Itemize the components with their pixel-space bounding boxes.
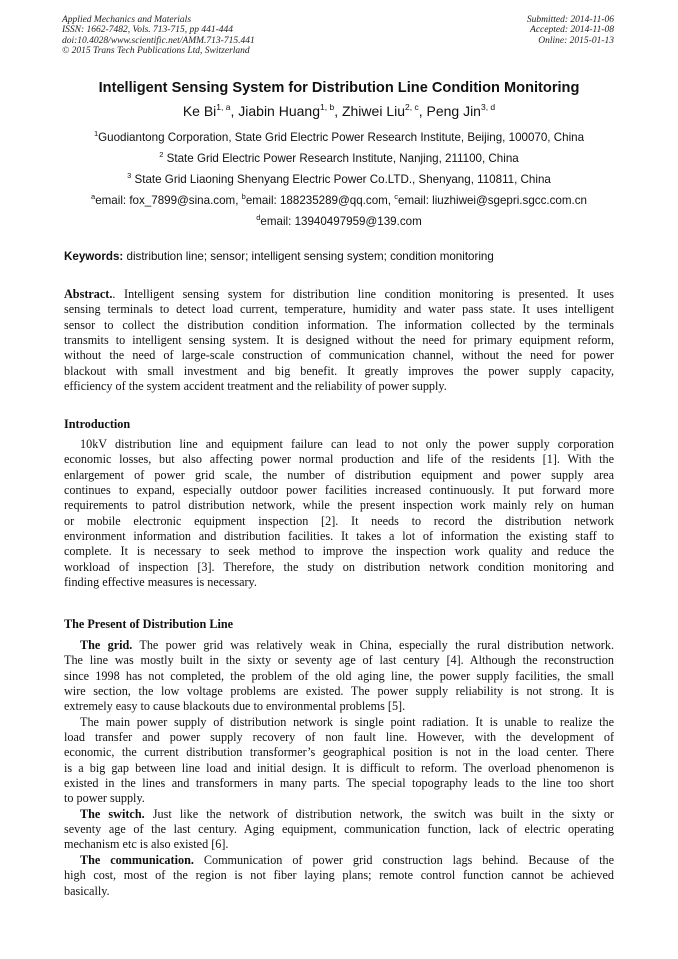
abstract bbox=[64, 287, 614, 394]
paper-title: Intelligent Sensing System for Distribution Line Condition Monitoring bbox=[98, 80, 580, 96]
present-body bbox=[64, 638, 614, 899]
paragraph-line: basically. bbox=[64, 883, 110, 898]
paragraph-line: is a big gap between line load and initial design. It is difficult to reform. The overload phenomenon is bbox=[64, 760, 614, 775]
paragraph-line: 10kV distribution line and equipment failure can lead to not only the power supply corporation bbox=[80, 437, 614, 451]
paragraph-line: extremely easy to cause blackouts due to environmental problems [5]. bbox=[64, 699, 406, 714]
paragraph-line: economic losses, but also affecting power normal production and life of the residents [1]. With the bbox=[64, 452, 614, 467]
paragraph-line: Abstract.. Intelligent sensing system for distribution line condition monitoring is presented. It uses bbox=[64, 287, 614, 301]
online-date: Online: 2015-01-13 bbox=[538, 35, 614, 46]
paragraph-line: The grid. The power grid was relatively weak in China, especially the rural distribution network. bbox=[80, 638, 614, 652]
author-name: Jiabin Huang bbox=[238, 103, 320, 119]
paragraph-line: efficiency of the system accident treatment and the reliability of power supply. bbox=[64, 379, 447, 394]
introduction-body bbox=[64, 437, 614, 590]
paragraph-line: mechanism etc is also existed [6]. bbox=[64, 837, 229, 852]
paragraph-line: sensor to collect the distribution condition information. The information collected by the terminals bbox=[64, 317, 614, 332]
author-affiliation-marker: 1, a bbox=[216, 102, 231, 112]
paragraph-line: seventy age of the last century. Aging equipment, communication function, lack of electric operating bbox=[64, 822, 614, 837]
keywords-text: distribution line; sensor; intelligent sensing system; condition monitoring bbox=[123, 250, 494, 263]
author-email-d: $^d$email: 13940497959@139.com bbox=[256, 213, 422, 228]
author-name: Peng Jin bbox=[426, 103, 481, 119]
paragraph-line: complete. It is necessary to seek method to improve the inspection work quality and reduce the bbox=[64, 544, 614, 559]
author-name: Zhiwei Liu bbox=[341, 103, 405, 119]
paragraph-line: The switch. Just like the network of distribution network, the switch was built in the sixty or bbox=[80, 806, 614, 821]
paragraph-line: requirements to patrol distribution network, while the present inspection work mainly rely on human bbox=[64, 498, 614, 513]
paragraph-line: load transfer and power supply recovery of non fault line. However, with the development of bbox=[64, 730, 614, 745]
subsection-label-switch: The switch. bbox=[80, 806, 145, 821]
email-link[interactable]: email: fox_7899@sina.com, bbox=[95, 194, 242, 207]
email-link[interactable]: email: 13940497959@139.com bbox=[260, 215, 422, 228]
paragraph-line: without the need of large-scale construction of communication channel, without the need for power bbox=[64, 348, 614, 363]
email-link[interactable]: email: liuzhiwei@sgepri.sgcc.com.cn bbox=[398, 194, 587, 207]
paragraph-line: The main power supply of distribution network is single point radiation. It is unable to realize the bbox=[80, 714, 614, 729]
author-emails: $^a$email: fox_7899@sina.com, $^b$email: 188235289@qq.com, $^c$email: liuzhiwei@sgepri.sgcc.com.cn bbox=[91, 192, 587, 207]
paragraph-line: finding effective measures is necessary. bbox=[64, 575, 257, 590]
author-affiliation-marker: 2, c bbox=[405, 102, 419, 112]
author-list: Ke Bi$^{1, a}$, Jiabin Huang$^{1, b}$, Zhiwei Liu$^{2, c}$, Peng Jin$^{3, d}$ bbox=[182, 102, 496, 119]
journal-copyright: © 2015 Trans Tech Publications Ltd, Switzerland bbox=[62, 46, 250, 57]
paragraph-line: transmits to intelligent sensing system. It is designed without the need for primary equipment reform, bbox=[64, 333, 614, 348]
journal-name: Applied Mechanics and Materials bbox=[62, 15, 192, 25]
author-affiliation-marker: 1, b bbox=[320, 102, 335, 112]
email-link[interactable]: email: 188235289@qq.com, bbox=[245, 194, 395, 207]
submission-dates bbox=[527, 15, 614, 46]
paragraph-line: existed in the lines and transformers in many parts. The special topography leads to the line too short bbox=[64, 776, 614, 791]
affiliation-3: $^3$ State Grid Liaoning Shenyang Electric Power Co.LTD., Shenyang, 110811, China bbox=[127, 171, 551, 186]
abstract-label: Abstract. bbox=[64, 287, 113, 301]
paragraph-line: or mobile electronic equipment inspection [2]. It needs to record the distribution network bbox=[64, 513, 614, 528]
subsection-label-communication: The communication. bbox=[80, 852, 194, 867]
paragraph-line: sensing terminals to detect load current, temperature, humidity and water pass state. It uses intelligent bbox=[64, 302, 614, 317]
paragraph-line: enlargement of power grid scale, the number of distribution equipment and power supply area bbox=[64, 467, 614, 482]
paragraph-line: continues to expand, especially outdoor power facilities increased continuously. It put forward more bbox=[64, 483, 614, 498]
paragraph-line: to power supply. bbox=[64, 791, 145, 806]
section-heading-introduction: Introduction bbox=[64, 417, 131, 431]
section-heading-present: The Present of Distribution Line bbox=[64, 617, 234, 631]
keywords bbox=[64, 250, 494, 263]
journal-doi[interactable]: doi:10.4028/www.scientific.net/AMM.713-715.441 bbox=[62, 35, 255, 46]
paragraph-line: high cost, most of the region is not fiber laying plans; remote control function cannot be achieved bbox=[64, 868, 614, 883]
paragraph-line: environment information and distribution facilities. It takes a lot of information the existing staff to bbox=[64, 529, 614, 544]
submitted-date: Submitted: 2014-11-06 bbox=[526, 15, 614, 25]
keywords-label: Keywords: bbox=[64, 250, 124, 263]
accepted-date: Accepted: 2014-11-08 bbox=[530, 25, 614, 36]
paragraph-line: The communication. Communication of power grid construction lags behind. Because of the bbox=[80, 852, 614, 867]
journal-info bbox=[62, 15, 255, 57]
paragraph-line: wire section, the low voltage problems are existed. The power supply reliability is not strong. It is bbox=[64, 684, 614, 699]
paragraph-line: workload of inspection [3]. Therefore, the study on distribution network condition monitoring and bbox=[64, 559, 614, 574]
paragraph-line: blackout with small investment and big benefit. It greatly improves the power supply capacity, bbox=[64, 363, 614, 378]
journal-issn: ISSN: 1662-7482, Vols. 713-715, pp 441-444 bbox=[62, 25, 233, 36]
paragraph-line: The line was mostly built in the sixty or seventy age of last century [4]. Although the reconstruction bbox=[64, 653, 614, 668]
author-affiliation-marker: 3, d bbox=[480, 102, 496, 112]
author-name: Ke Bi bbox=[182, 103, 217, 119]
paragraph-line: since 1998 has not completed, the problem of the old aging line, the power supply facilities, the small bbox=[64, 668, 614, 683]
paragraph-line: economic, the current distribution transformer’s geographical position is not in the load center. There bbox=[64, 745, 614, 760]
affiliation-1: $^1$Guodiantong Corporation, State Grid Electric Power Research Institute, Beijing, 100070, China bbox=[93, 129, 585, 144]
affiliation-2: $^2$ State Grid Electric Power Research Institute, Nanjing, 211100, China bbox=[159, 150, 519, 165]
subsection-label-grid: The grid. bbox=[80, 638, 133, 652]
